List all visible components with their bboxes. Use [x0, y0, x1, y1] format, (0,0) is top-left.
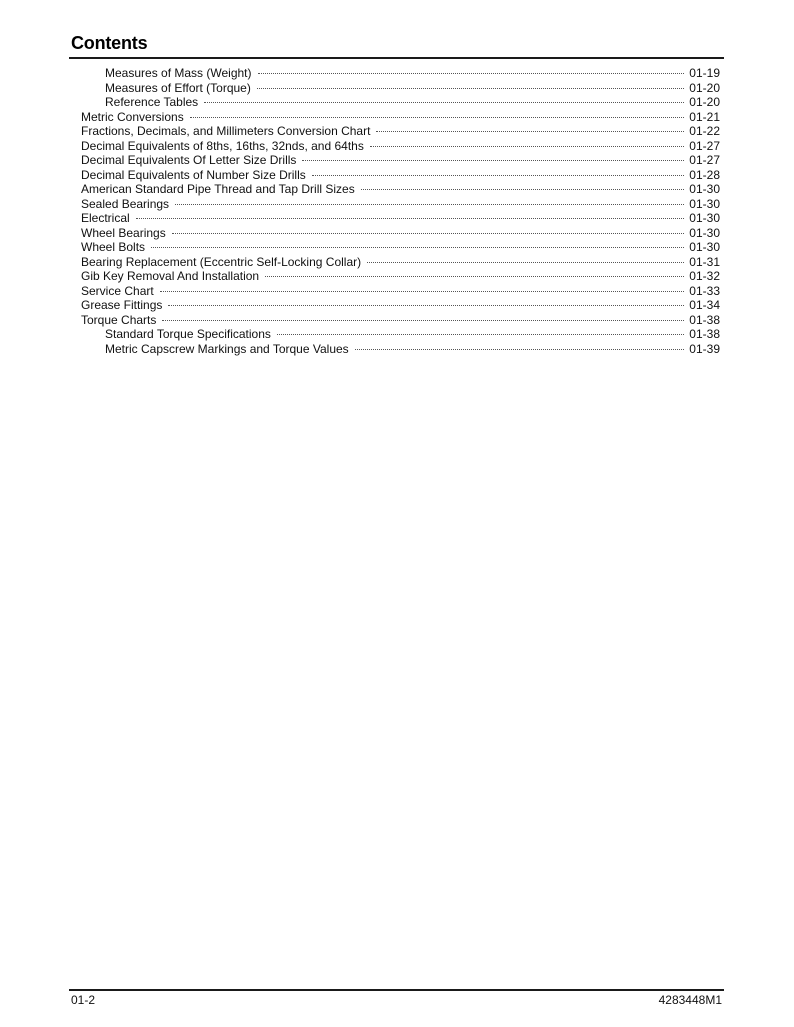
- toc-entry-page: 01-38: [689, 312, 720, 327]
- toc-entry-page: 01-31: [689, 254, 720, 269]
- toc-entry-label: Grease Fittings: [81, 298, 163, 312]
- toc-entry-label: Decimal Equivalents of Number Size Drills: [81, 167, 306, 182]
- toc-dot-leader: [160, 291, 685, 292]
- toc-entry-page: 01-34: [689, 298, 720, 312]
- toc-entry[interactable]: [81, 81, 720, 96]
- toc-entry[interactable]: [81, 153, 720, 168]
- toc-entry[interactable]: [81, 110, 720, 125]
- toc-entry-page: 01-21: [689, 109, 720, 124]
- toc-entry-page: 01-38: [689, 327, 720, 341]
- toc-entry[interactable]: [81, 342, 720, 357]
- toc-entry-label: Decimal Equivalents of 8ths, 16ths, 32nds, and 64ths: [81, 138, 364, 153]
- toc-dot-leader: [151, 247, 684, 248]
- toc-entry-label: Measures of Mass (Weight): [105, 66, 252, 80]
- toc-entry-label: Metric Conversions: [81, 109, 184, 124]
- toc-entry-label: Reference Tables: [105, 95, 199, 109]
- toc-entry[interactable]: [81, 95, 720, 110]
- toc-entry[interactable]: [81, 269, 720, 284]
- toc-entry-label: Gib Key Removal And Installation: [81, 269, 260, 283]
- toc-dot-leader: [172, 233, 685, 234]
- toc-dot-leader: [361, 189, 685, 190]
- toc-dot-leader: [175, 204, 684, 205]
- toc-entry[interactable]: [81, 226, 720, 241]
- toc-dot-leader: [376, 131, 684, 132]
- toc-dot-leader: [168, 305, 684, 306]
- toc-entry-label: American Standard Pipe Thread and Tap Drill Sizes: [81, 182, 355, 196]
- page-title: Contents: [71, 33, 148, 53]
- toc-entry-page: 01-28: [689, 167, 720, 182]
- toc-entry[interactable]: [81, 182, 720, 197]
- toc-entry[interactable]: [81, 124, 720, 139]
- toc-entry-label: Decimal Equivalents Of Letter Size Drills: [81, 153, 297, 167]
- toc-entry-label: Measures of Effort (Torque): [105, 80, 251, 95]
- toc-entry-page: 01-20: [689, 95, 720, 109]
- toc-entry-page: 01-20: [689, 80, 720, 95]
- toc-dot-leader: [302, 160, 684, 161]
- toc-entry-page: 01-27: [689, 138, 720, 153]
- toc-dot-leader: [257, 88, 684, 89]
- toc-entry[interactable]: [81, 197, 720, 212]
- toc-dot-leader: [136, 218, 685, 219]
- toc-entry-page: 01-30: [689, 182, 720, 196]
- toc-entry[interactable]: [81, 313, 720, 328]
- toc-dot-leader: [265, 276, 684, 277]
- toc-entry-page: 01-32: [689, 269, 720, 283]
- toc-entry-page: 01-33: [689, 283, 720, 298]
- toc-dot-leader: [190, 117, 685, 118]
- toc-dot-leader: [367, 262, 684, 263]
- toc-dot-leader: [204, 102, 684, 103]
- table-of-contents: [81, 66, 720, 356]
- toc-entry[interactable]: [81, 284, 720, 299]
- toc-entry-label: Fractions, Decimals, and Millimeters Conversion Chart: [81, 124, 371, 138]
- toc-entry-label: Standard Torque Specifications: [105, 327, 271, 341]
- toc-entry-page: 01-27: [689, 153, 720, 167]
- footer-document-number: 4283448M1: [658, 993, 722, 1007]
- toc-entry-label: Service Chart: [81, 283, 154, 298]
- toc-entry-label: Sealed Bearings: [81, 196, 170, 211]
- toc-entry[interactable]: [81, 240, 720, 255]
- toc-entry-page: 01-22: [689, 124, 720, 138]
- toc-entry-label: Electrical: [81, 211, 130, 225]
- toc-entry[interactable]: [81, 139, 720, 154]
- toc-entry-page: 01-30: [689, 211, 720, 225]
- footer-page-number: 01-2: [71, 993, 96, 1007]
- toc-entry-label: Wheel Bearings: [81, 225, 166, 240]
- toc-entry-page: 01-39: [689, 341, 720, 356]
- toc-entry-label: Wheel Bolts: [81, 240, 146, 254]
- toc-dot-leader: [370, 146, 684, 147]
- toc-entry-label: Bearing Replacement (Eccentric Self-Locking Collar): [81, 254, 362, 269]
- toc-entry[interactable]: [81, 298, 720, 313]
- toc-entry-page: 01-19: [689, 66, 720, 80]
- toc-entry-label: Torque Charts: [81, 312, 157, 327]
- toc-entry[interactable]: [81, 211, 720, 226]
- toc-dot-leader: [312, 175, 685, 176]
- toc-entry[interactable]: [81, 255, 720, 270]
- footer-divider: [69, 989, 724, 991]
- toc-entry[interactable]: [81, 327, 720, 342]
- toc-entry[interactable]: [81, 66, 720, 81]
- toc-dot-leader: [162, 320, 684, 321]
- toc-dot-leader: [277, 334, 684, 335]
- toc-entry-label: Metric Capscrew Markings and Torque Values: [105, 341, 349, 356]
- toc-entry-page: 01-30: [689, 225, 720, 240]
- toc-entry-page: 01-30: [689, 196, 720, 211]
- title-divider: [69, 57, 724, 59]
- toc-entry-page: 01-30: [689, 240, 720, 254]
- toc-dot-leader: [355, 349, 685, 350]
- toc-entry[interactable]: [81, 168, 720, 183]
- toc-dot-leader: [258, 73, 685, 74]
